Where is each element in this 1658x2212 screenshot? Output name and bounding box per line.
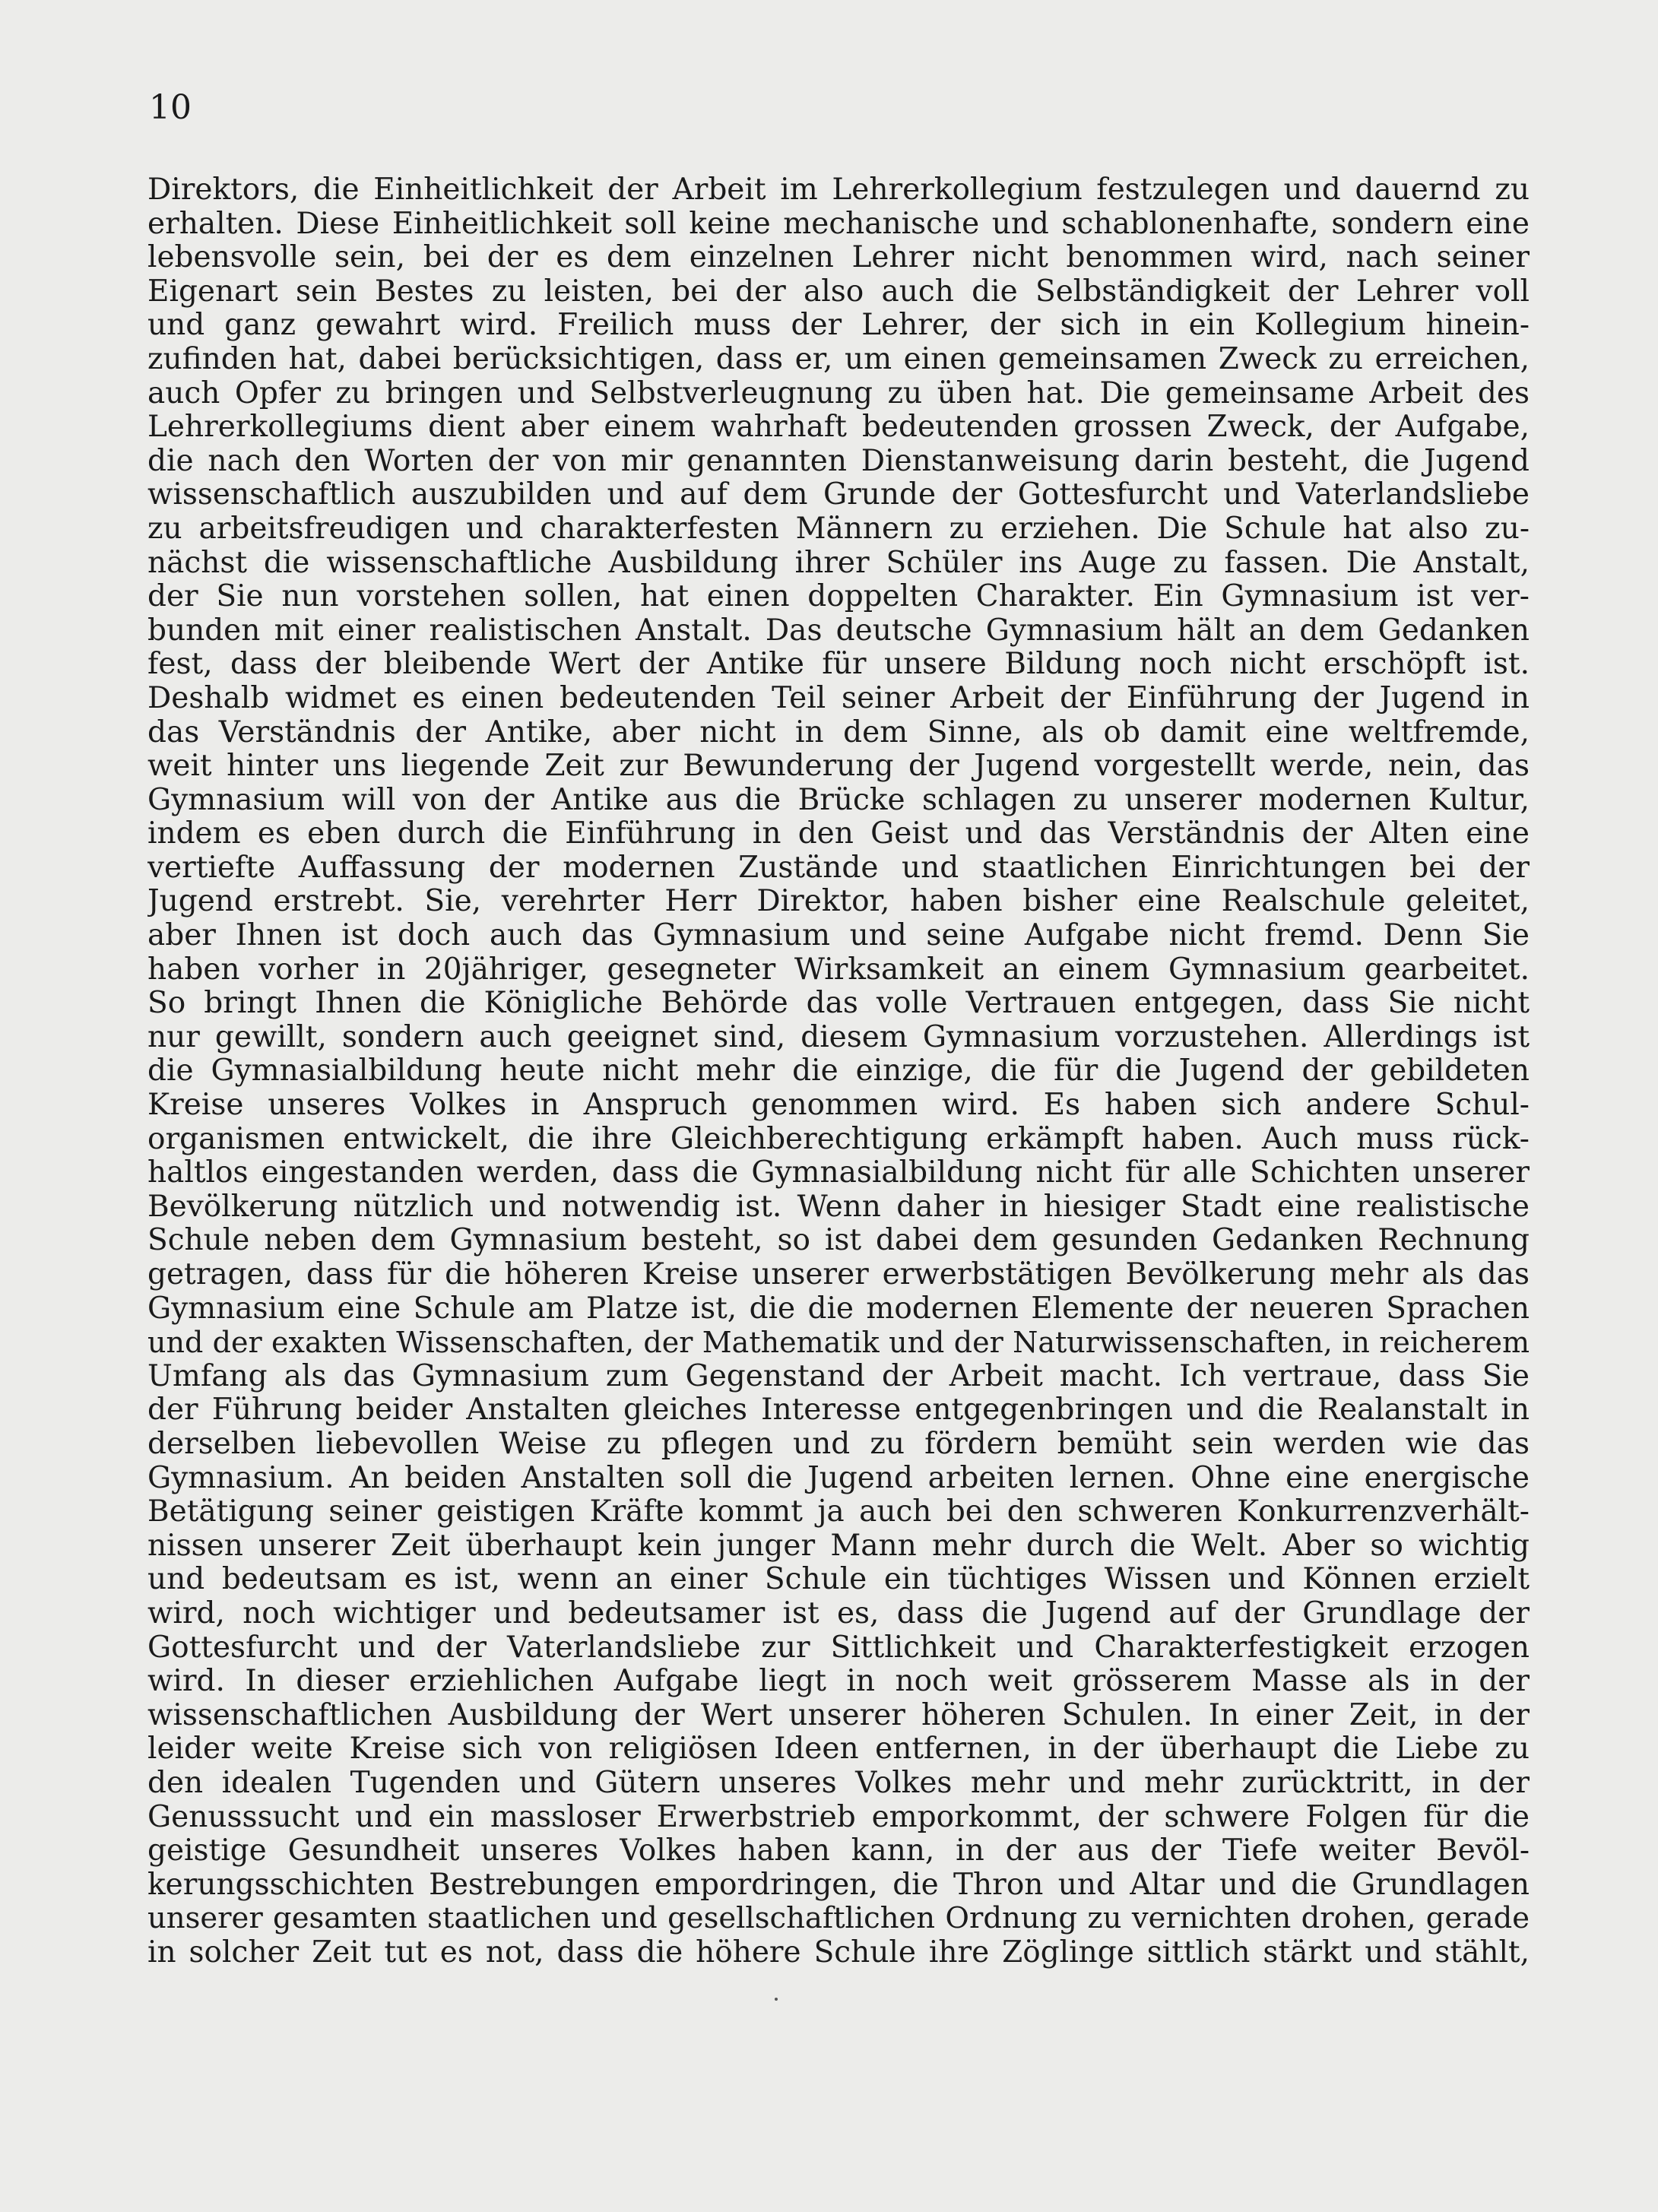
text-line: leider weite Kreise sich von religiösen Ideen entfernen, in der überhaupt die Liebe zu (147, 1732, 1530, 1767)
text-line: geistige Gesundheit unseres Volkes haben kann, in der aus der Tiefe weiter Bevöl- (147, 1834, 1530, 1868)
text-line: Direktors, die Einheitlichkeit der Arbeit im Lehrerkollegium festzulegen und dauernd zu (147, 173, 1530, 207)
text-line: das Verständnis der Antike, aber nicht in dem Sinne, als ob damit eine weltfremde, (147, 715, 1530, 749)
text-line: vertiefte Auffassung der modernen Zustände und staatlichen Einrichtungen bei der (147, 851, 1530, 885)
text-line: auch Opfer zu bringen und Selbstverleugnung zu üben hat. Die gemeinsame Arbeit des (147, 376, 1530, 410)
text-line: kerungsschichten Bestrebungen empordringen, die Thron und Altar und die Grundlagen (147, 1868, 1530, 1902)
text-line: Jugend erstrebt. Sie, verehrter Herr Direktor, haben bisher eine Realschule geleitet, (147, 885, 1530, 919)
text-line: und der exakten Wissenschaften, der Mathematik und der Naturwissenschaften, in reicherem (147, 1326, 1530, 1360)
text-line: derselben liebevollen Weise zu pflegen und zu fördern bemüht sein werden wie das (147, 1427, 1530, 1461)
text-line: haltlos eingestanden werden, dass die Gymnasialbildung nicht für alle Schichten unserer (147, 1156, 1530, 1190)
text-line: wissenschaftlich auszubilden und auf dem Grunde der Gottesfurcht und Vaterlandsliebe (147, 478, 1530, 512)
text-line: haben vorher in 20jähriger, gesegneter Wirksamkeit an einem Gymnasium gearbeitet. (147, 952, 1530, 987)
text-line: Deshalb widmet es einen bedeutenden Teil seiner Arbeit der Einführung der Jugend in (147, 681, 1530, 715)
text-line: indem es eben durch die Einführung in den Geist und das Verständnis der Alten eine (147, 817, 1530, 851)
text-line: zu arbeitsfreudigen und charakterfesten Männern zu erziehen. Die Schule hat also zu- (147, 512, 1530, 546)
text-line: zufinden hat, dabei berücksichtigen, dass er, um einen gemeinsamen Zweck zu erreichen, (147, 342, 1530, 376)
text-line: fest, dass der bleibende Wert der Antike für unsere Bildung noch nicht erschöpft ist. (147, 648, 1530, 682)
ink-speck (775, 1998, 778, 2001)
text-line (147, 1970, 1530, 2004)
text-line: wird. In dieser erziehlichen Aufgabe liegt in noch weit grösserem Masse als in der (147, 1665, 1530, 1699)
text-line: Lehrerkollegiums dient aber einem wahrhaft bedeutenden grossen Zweck, der Aufgabe, (147, 410, 1530, 445)
text-line: und ganz gewahrt wird. Freilich muss der Lehrer, der sich in ein Kollegium hinein- (147, 309, 1530, 343)
text-line: Gottesfurcht und der Vaterlandsliebe zur Sittlichkeit und Charakterfestigkeit erzogen (147, 1630, 1530, 1665)
text-line: Schule neben dem Gymnasium besteht, so ist dabei dem gesunden Gedanken Rechnung (147, 1224, 1530, 1258)
text-line: die nach den Worten der von mir genannten Dienstanweisung darin besteht, die Jugend (147, 444, 1530, 478)
text-line: aber Ihnen ist doch auch das Gymnasium und seine Aufgabe nicht fremd. Denn Sie (147, 919, 1530, 953)
text-line: unserer gesamten staatlichen und gesellschaftlichen Ordnung zu vernichten drohen, gerade (147, 1902, 1530, 1936)
body-text (147, 173, 1530, 2004)
text-line: wird, noch wichtiger und bedeutsamer ist es, dass die Jugend auf der Grundlage der (147, 1596, 1530, 1630)
text-line: den idealen Tugenden und Gütern unseres Volkes mehr und mehr zurücktritt, in der (147, 1766, 1530, 1800)
text-line: So bringt Ihnen die Königliche Behörde das volle Vertrauen entgegen, dass Sie nicht (147, 987, 1530, 1021)
text-line: erhalten. Diese Einheitlichkeit soll keine mechanische und schablonenhafte, sondern eine (147, 207, 1530, 241)
text-line: die Gymnasialbildung heute nicht mehr die einzige, die für die Jugend der gebildeten (147, 1054, 1530, 1089)
text-line: der Sie nun vorstehen sollen, hat einen doppelten Charakter. Ein Gymnasium ist ver- (147, 580, 1530, 614)
text-line: getragen, dass für die höheren Kreise unserer erwerbstätigen Bevölkerung mehr als das (147, 1258, 1530, 1291)
text-line: Gymnasium. An beiden Anstalten soll die Jugend arbeiten lernen. Ohne eine energische (147, 1461, 1530, 1495)
text-line: Gymnasium eine Schule am Platze ist, die die modernen Elemente der neueren Sprachen (147, 1291, 1530, 1326)
page-number: 10 (149, 88, 192, 127)
text-line: und bedeutsam es ist, wenn an einer Schule ein tüchtiges Wissen und Können erzielt (147, 1563, 1530, 1597)
text-line: lebensvolle sein, bei der es dem einzelnen Lehrer nicht benommen wird, nach seiner (147, 241, 1530, 275)
text-line: Gymnasium will von der Antike aus die Brücke schlagen zu unserer modernen Kultur, (147, 783, 1530, 817)
text-line: Umfang als das Gymnasium zum Gegenstand der Arbeit macht. Ich vertraue, dass Sie (147, 1359, 1530, 1393)
text-line: bunden mit einer realistischen Anstalt. Das deutsche Gymnasium hält an dem Gedanken (147, 613, 1530, 648)
text-line: wissenschaftlichen Ausbildung der Wert unserer höheren Schulen. In einer Zeit, in der (147, 1698, 1530, 1732)
text-line: Bevölkerung nützlich und notwendig ist. Wenn daher in hiesiger Stadt eine realistische (147, 1190, 1530, 1224)
text-line: Eigenart sein Bestes zu leisten, bei der also auch die Selbständigkeit der Lehrer voll (147, 274, 1530, 309)
text-line: in solcher Zeit tut es not, dass die höhere Schule ihre Zöglinge sittlich stärkt und stählt, (147, 1935, 1530, 1970)
text-line: weit hinter uns liegende Zeit zur Bewunderung der Jugend vorgestellt werde, nein, das (147, 749, 1530, 784)
text-line: nissen unserer Zeit überhaupt kein junger Mann mehr durch die Welt. Aber so wichtig (147, 1529, 1530, 1563)
text-line: der Führung beider Anstalten gleiches Interesse entgegenbringen und die Realanstalt in (147, 1393, 1530, 1428)
text-line: nächst die wissenschaftliche Ausbildung ihrer Schüler ins Auge zu fassen. Die Anstalt, (147, 546, 1530, 580)
text-line: Genusssucht und ein massloser Erwerbstrieb emporkommt, der schwere Folgen für die (147, 1800, 1530, 1834)
text-line: nur gewillt, sondern auch geeignet sind, diesem Gymnasium vorzustehen. Allerdings ist (147, 1020, 1530, 1054)
text-line: organismen entwickelt, die ihre Gleichberechtigung erkämpft haben. Auch muss rück- (147, 1122, 1530, 1156)
text-line: Kreise unseres Volkes in Anspruch genommen wird. Es haben sich andere Schul- (147, 1089, 1530, 1123)
text-line: Betätigung seiner geistigen Kräfte kommt ja auch bei den schweren Konkurrenzverhält- (147, 1495, 1530, 1529)
